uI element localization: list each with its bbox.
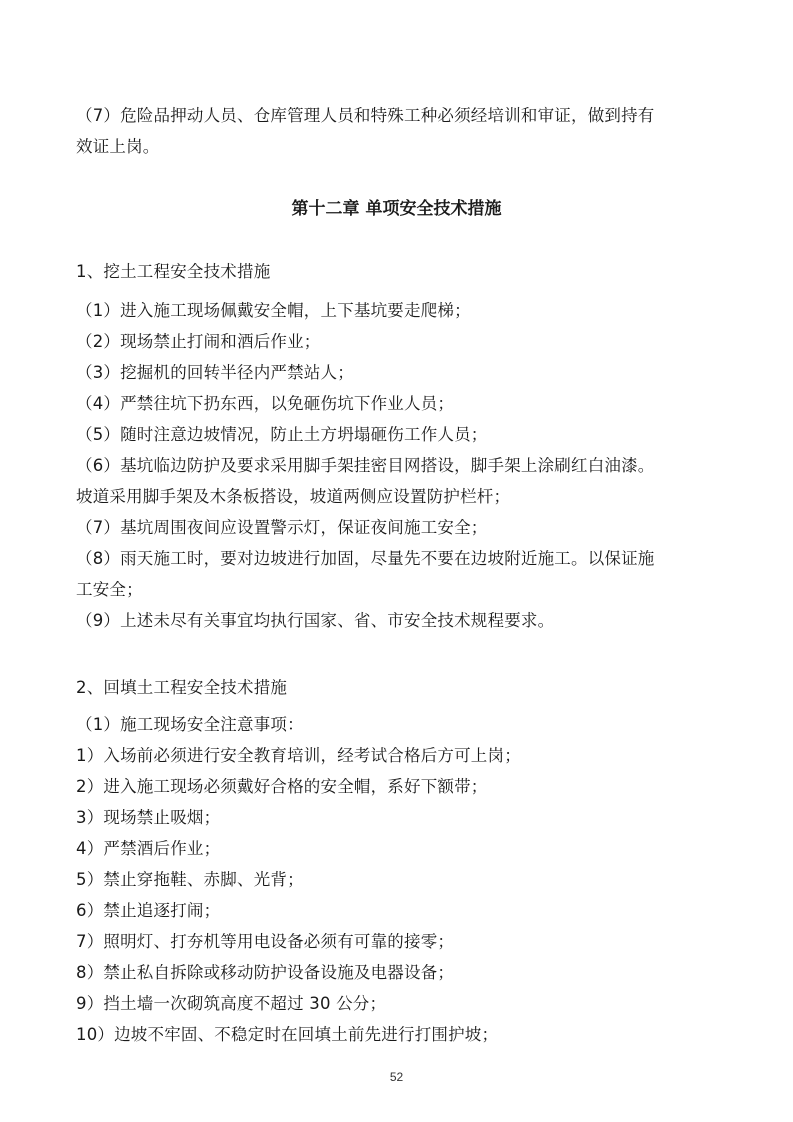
- section1-item: （1）进入施工现场佩戴安全帽，上下基坑要走爬梯；: [76, 301, 471, 320]
- section1-item: （5）随时注意边坡情况，防止土方坍塌砸伤工作人员；: [76, 425, 488, 444]
- chapter-title: 第十二章 单项安全技术措施: [291, 199, 502, 219]
- section1-item: （2）现场禁止打闹和酒后作业；: [76, 332, 321, 351]
- section2-item: 2）进入施工现场必须戴好合格的安全帽，系好下额带；: [76, 777, 488, 796]
- section1-item: （9）上述未尽有关事宜均执行国家、省、市安全技术规程要求。: [76, 611, 555, 630]
- section2-item: 6）禁止追逐打闹；: [76, 901, 221, 920]
- section1-item: （7）基坑周围夜间应设置警示灯，保证夜间施工安全；: [76, 518, 488, 537]
- section2-item: 4）严禁酒后作业；: [76, 839, 221, 858]
- section2-item: （1）施工现场安全注意事项：: [76, 715, 304, 734]
- section2-item: 10）边坡不牢固、不稳定时在回填土前先进行打围护坡；: [76, 1025, 499, 1044]
- section1-item: （4）严禁往坑下扔东西，以免砸伤坑下作业人员；: [76, 394, 455, 413]
- section1-item: （6）基坑临边防护及要求采用脚手架挂密目网搭设，脚手架上涂刷红白油漆。: [76, 456, 655, 475]
- section1-title: 1、挖土工程安全技术措施: [76, 262, 271, 281]
- section1-item: 工安全；: [76, 580, 143, 599]
- page-number: 52: [389, 1070, 404, 1084]
- section1-item: （8）雨天施工时，要对边坡进行加固，尽量先不要在边坡附近施工。以保证施: [76, 549, 655, 568]
- intro-item7-line1: （7）危险品押动人员、仓库管理人员和特殊工种必须经培训和审证，做到持有: [76, 106, 655, 125]
- section2-item: 8）禁止私自拆除或移动防护设备设施及电器设备；: [76, 963, 455, 982]
- section1-item: 坡道采用脚手架及木条板搭设，坡道两侧应设置防护栏杆；: [76, 487, 511, 506]
- section2-item: 1）入场前必须进行安全教育培训，经考试合格后方可上岗；: [76, 746, 521, 765]
- section2-item: 9）挡土墙一次砌筑高度不超过 30 公分；: [76, 994, 387, 1013]
- section2-item: 3）现场禁止吸烟；: [76, 808, 221, 827]
- section2-item: 7）照明灯、打夯机等用电设备必须有可靠的接零；: [76, 932, 455, 951]
- section2-item: 5）禁止穿拖鞋、赤脚、光背；: [76, 870, 304, 889]
- section2-title: 2、回填土工程安全技术措施: [76, 678, 288, 697]
- intro-item7-line2: 效证上岗。: [76, 137, 160, 156]
- section1-item: （3）挖掘机的回转半径内严禁站人；: [76, 363, 354, 382]
